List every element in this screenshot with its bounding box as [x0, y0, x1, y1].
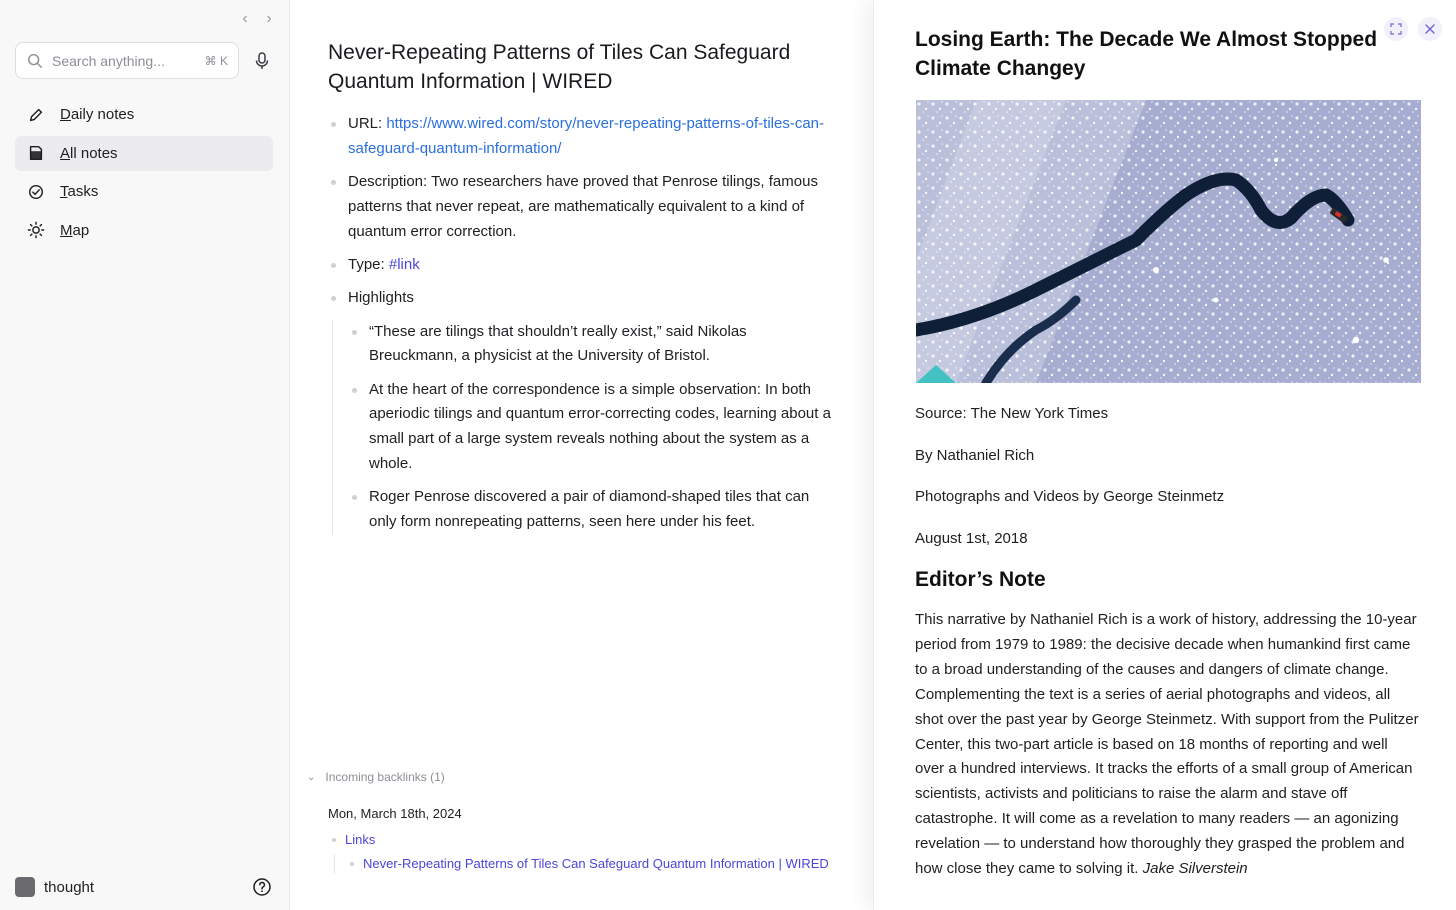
paragraph-text: This narrative by Nathaniel Rich is a work of history, addressing the 10-year period from 1979 to 1989: the decisive decade when humankind first came to a broad understanding of the causes and dangers of climate change. Complementing the text is a series of aerial photographs and videos, all shot over the past year by George Steinmetz. With support from the Pulitzer Center, this two-part article is based on 18 months of reporting and well over a hundred interviews. It tracks the efforts of a small group of American scientists, activists and politicians to raise the alarm and stave off catastrophe. It will come as a revelation to many readers — an agonizing revelation — to understand how thoroughly they grasped the problem and how close they came to solving it.	[915, 611, 1419, 878]
list-item[interactable]	[349, 485, 833, 535]
article-paragraph	[915, 608, 1420, 882]
note-editor	[291, 0, 873, 910]
backlinks-toggle[interactable]	[307, 770, 445, 784]
sidebar-item-all-notes[interactable]	[15, 136, 273, 171]
list-item[interactable]	[349, 378, 833, 477]
backlink-child[interactable]	[346, 854, 829, 874]
search-icon	[26, 52, 44, 70]
page-title[interactable]: Never-Repeating Patterns of Tiles Can Safeguard Quantum Information | WIRED	[328, 41, 791, 93]
sidebar-item-tasks[interactable]	[15, 174, 273, 209]
url-label: URL:	[348, 115, 387, 132]
sidebar-item-map[interactable]	[15, 213, 273, 248]
list-item[interactable]	[328, 170, 833, 244]
list-item[interactable]	[328, 253, 833, 278]
notes-icon	[27, 144, 45, 162]
close-button[interactable]	[1418, 17, 1442, 41]
sidebar-item-label: Tasks	[60, 183, 99, 200]
article-photographer: Photographs and Videos by George Steinmetz	[915, 488, 1225, 505]
close-icon	[1425, 24, 1435, 34]
article-body	[915, 402, 1420, 882]
workspace-avatar	[15, 877, 35, 897]
backlink-parent[interactable]	[328, 830, 829, 850]
sidebar-item-label: Map	[60, 221, 90, 239]
history-nav	[238, 10, 276, 28]
sidebar	[0, 0, 290, 910]
type-tag[interactable]: #link	[388, 255, 420, 273]
backlink-tree	[328, 830, 829, 874]
list-item[interactable]	[349, 320, 833, 370]
back-arrow-icon[interactable]: ‹	[242, 10, 248, 27]
highlight-text: At the heart of the correspondence is a simple observation: In both aperiodic tilings and quantum error-correcting codes, learning about a small part of a large system reveals nothing about the system as a whole.	[369, 380, 831, 473]
backlinks-label: Incoming backlinks (1)	[325, 770, 445, 784]
list-item[interactable]	[328, 112, 833, 162]
sidebar-item-label: All notes	[60, 144, 118, 162]
signature: Jake Silverstein	[1142, 860, 1248, 878]
search-input[interactable]	[15, 42, 239, 79]
highlight-text: Roger Penrose discovered a pair of diamond-shaped tiles that can only form nonrepeating patterns, seen here under his feet.	[369, 488, 810, 531]
url-link[interactable]: https://www.wired.com/story/never-repeating-patterns-of-tiles-can-safeguard-quantum-information/	[348, 115, 825, 157]
backlink-date[interactable]: Mon, March 18th, 2024	[328, 806, 462, 821]
type-label: Type:	[348, 255, 389, 273]
backlink-child-label: Never-Repeating Patterns of Tiles Can Safeguard Quantum Information | WIRED	[363, 856, 829, 871]
highlight-text: “These are tilings that shouldn’t really exist,” said Nikolas Breuckmann, a physicist at the University of Bristol.	[369, 322, 747, 365]
highlights-list	[332, 320, 833, 535]
microphone-icon[interactable]	[252, 51, 272, 71]
article-title: Losing Earth: The Decade We Almost Stopped Climate Changey	[915, 28, 1378, 80]
list-item[interactable]	[328, 286, 833, 311]
forward-arrow-icon[interactable]: ›	[266, 10, 272, 27]
article-source: Source: The New York Times	[915, 405, 1109, 422]
sun-icon	[27, 221, 45, 239]
search-placeholder: Search anything...	[52, 52, 165, 69]
backlink-parent-label: Links	[345, 832, 376, 847]
article-date: August 1st, 2018	[915, 529, 1028, 547]
description-text: Description: Two researchers have proved that Penrose tilings, famous patterns that never repeat, are mathematically equivalent to a kind of quantum error correction.	[348, 173, 818, 240]
check-circle-icon	[27, 183, 45, 201]
chevron-down-icon: ⌄	[307, 771, 316, 783]
backlink-children	[334, 854, 829, 874]
workspace-name: thought	[44, 878, 95, 896]
section-heading: Editor’s Note	[915, 568, 1046, 591]
help-icon[interactable]	[252, 877, 272, 897]
highlights-label: Highlights	[348, 289, 414, 307]
article-photo	[916, 100, 1421, 383]
search-shortcut: ⌘ K	[204, 53, 228, 68]
article-author: By Nathaniel Rich	[915, 446, 1035, 464]
workspace-switcher[interactable]	[15, 877, 94, 897]
sidebar-item-label: Daily notes	[60, 106, 135, 123]
aerial-ice-photo	[916, 100, 1421, 383]
pencil-icon	[27, 106, 45, 124]
sidebar-item-daily-notes[interactable]	[15, 97, 273, 132]
sidebar-nav	[15, 97, 273, 251]
note-bullets	[328, 112, 833, 543]
side-panel	[873, 0, 1456, 910]
